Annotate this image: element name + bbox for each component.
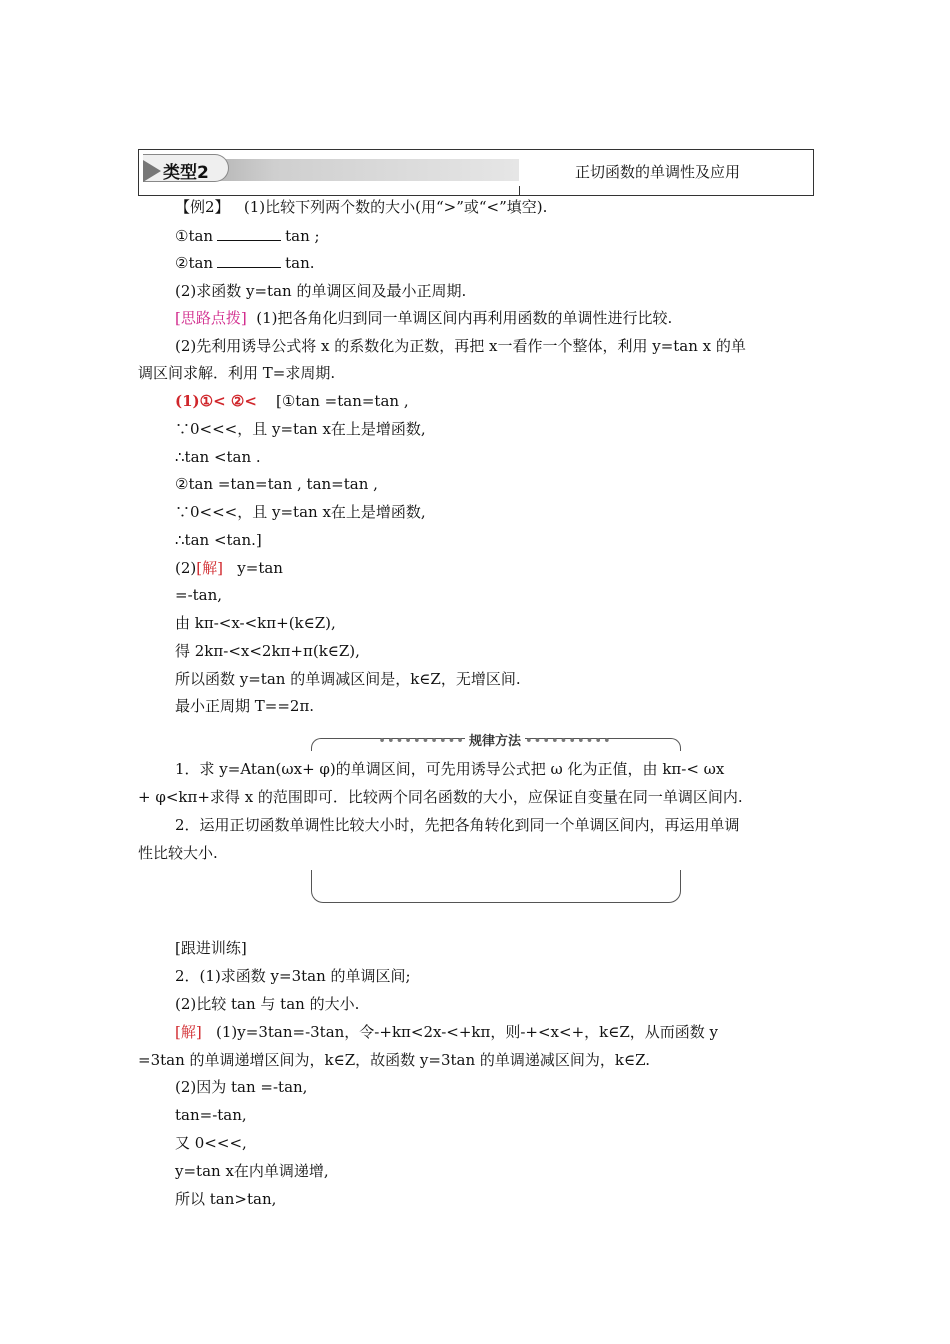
q1a-blank (217, 226, 281, 241)
method-dots-left: •••••••••• (378, 734, 465, 749)
practice-q2: (2)比较 tan 与 tan 的大小. (175, 995, 360, 1013)
q1a-right: tan ; (285, 227, 320, 245)
answer-line-3: ∴tan <tan . (175, 448, 261, 466)
answer-line-9: 由 kπ-<x-<kπ+(k∈Z), (175, 614, 336, 632)
method-dots-right: •••••••••• (525, 734, 612, 749)
example-label: 【例2】 (175, 198, 230, 216)
solution-tag: [解] (196, 559, 223, 577)
practice-line-3: (2)因为 tan =-tan, (175, 1078, 308, 1096)
q1b-right: tan. (285, 254, 315, 272)
example-q2: (2)求函数 y=tan 的单调区间及最小正周期. (175, 282, 467, 300)
practice-line-6: y=tan x在内单调递增, (175, 1162, 329, 1180)
answer-line-5: ∵0<<<，且 y=tan x在上是增函数, (175, 503, 426, 521)
header-divider (519, 186, 520, 196)
answer-line-12: 最小正周期 T==2π. (175, 697, 315, 715)
answer-text-1: [①tan =tan=tan , (275, 392, 409, 410)
answer-line-7 (175, 558, 283, 578)
section-tag-label: 类型2 (163, 163, 209, 183)
practice-q1: 2．(1)求函数 y=3tan 的单调区间; (175, 967, 411, 985)
practice-line-4: tan=-tan, (175, 1106, 247, 1124)
answer-line-10: 得 2kπ-<x<2kπ+π(k∈Z), (175, 642, 360, 660)
answer-line-4: ②tan =tan=tan , tan=tan , (175, 475, 378, 493)
hint-line-3: 调区间求解．利用 T=求周期. (138, 364, 336, 382)
example-q1a (175, 226, 320, 246)
practice-sol-line1 (175, 1022, 718, 1042)
answer-red: (1)①< ②< (175, 392, 257, 410)
answer-line-11: 所以函数 y=tan 的单调减区间是，k∈Z，无增区间. (175, 670, 521, 688)
answer-line-6: ∴tan <tan.] (175, 531, 262, 549)
section-title: 正切函数的单调性及应用 (575, 163, 741, 181)
method-p2-line1: 2．运用正切函数单调性比较大小时，先把各角转化到同一个单调区间内，再运用单调 (175, 816, 740, 834)
example-q1-text: (1)比较下列两个数的大小(用“>”或“<”填空). (243, 198, 548, 216)
method-p1-line1: 1．求 y=Atan(ωx+ φ)的单调区间，可先用诱导公式把 ω 化为正值，由 kπ-< ωx (175, 760, 725, 778)
practice-title: [跟进训练] (175, 939, 247, 957)
answer-line-2: ∵0<<<，且 y=tan x在上是增函数, (175, 420, 426, 438)
hint-tag: [思路点拨] (175, 309, 247, 327)
solution-prefix: (2) (175, 559, 197, 577)
practice-sol-tag: [解] (175, 1023, 202, 1041)
hint-line-2: (2)先利用诱导公式将 x 的系数化为正数，再把 x一看作一个整体，利用 y=tan x 的单 (175, 337, 746, 355)
practice-line-7: 所以 tan>tan, (175, 1190, 277, 1208)
header-triangle-icon (143, 160, 161, 182)
solution-text: y=tan (237, 559, 283, 577)
example-question-1 (175, 197, 547, 217)
method-p1-line2: + φ<kπ+求得 x 的范围即可．比较两个同名函数的大小，应保证自变量在同一单调区间内. (138, 788, 743, 806)
section-header (138, 149, 814, 196)
hint-text-1: (1)把各角化归到同一单调区间内再利用函数的单调性进行比较. (256, 309, 673, 327)
answer-line-1 (175, 391, 409, 411)
q1a-left: ①tan (175, 227, 214, 245)
practice-sol-text: (1)y=3tan=-3tan，令-+kπ<2x-<+kπ，则-+<x<+，k∈Z，从而函数 y (216, 1023, 719, 1041)
method-box-bottom (311, 870, 681, 903)
example-q1b (175, 253, 315, 273)
method-title: 规律方法 (465, 734, 525, 749)
method-p2-line2: 性比较大小. (138, 844, 218, 862)
practice-line-5: 又 0<<<, (175, 1134, 247, 1152)
method-label (320, 730, 670, 749)
practice-sol-line2: =3tan 的单调递增区间为，k∈Z，故函数 y=3tan 的单调递减区间为，k∈Z. (138, 1051, 651, 1069)
answer-line-8: =-tan, (175, 586, 223, 604)
hint-line-1 (175, 308, 672, 328)
q1b-left: ②tan (175, 254, 214, 272)
q1b-blank (217, 253, 281, 268)
